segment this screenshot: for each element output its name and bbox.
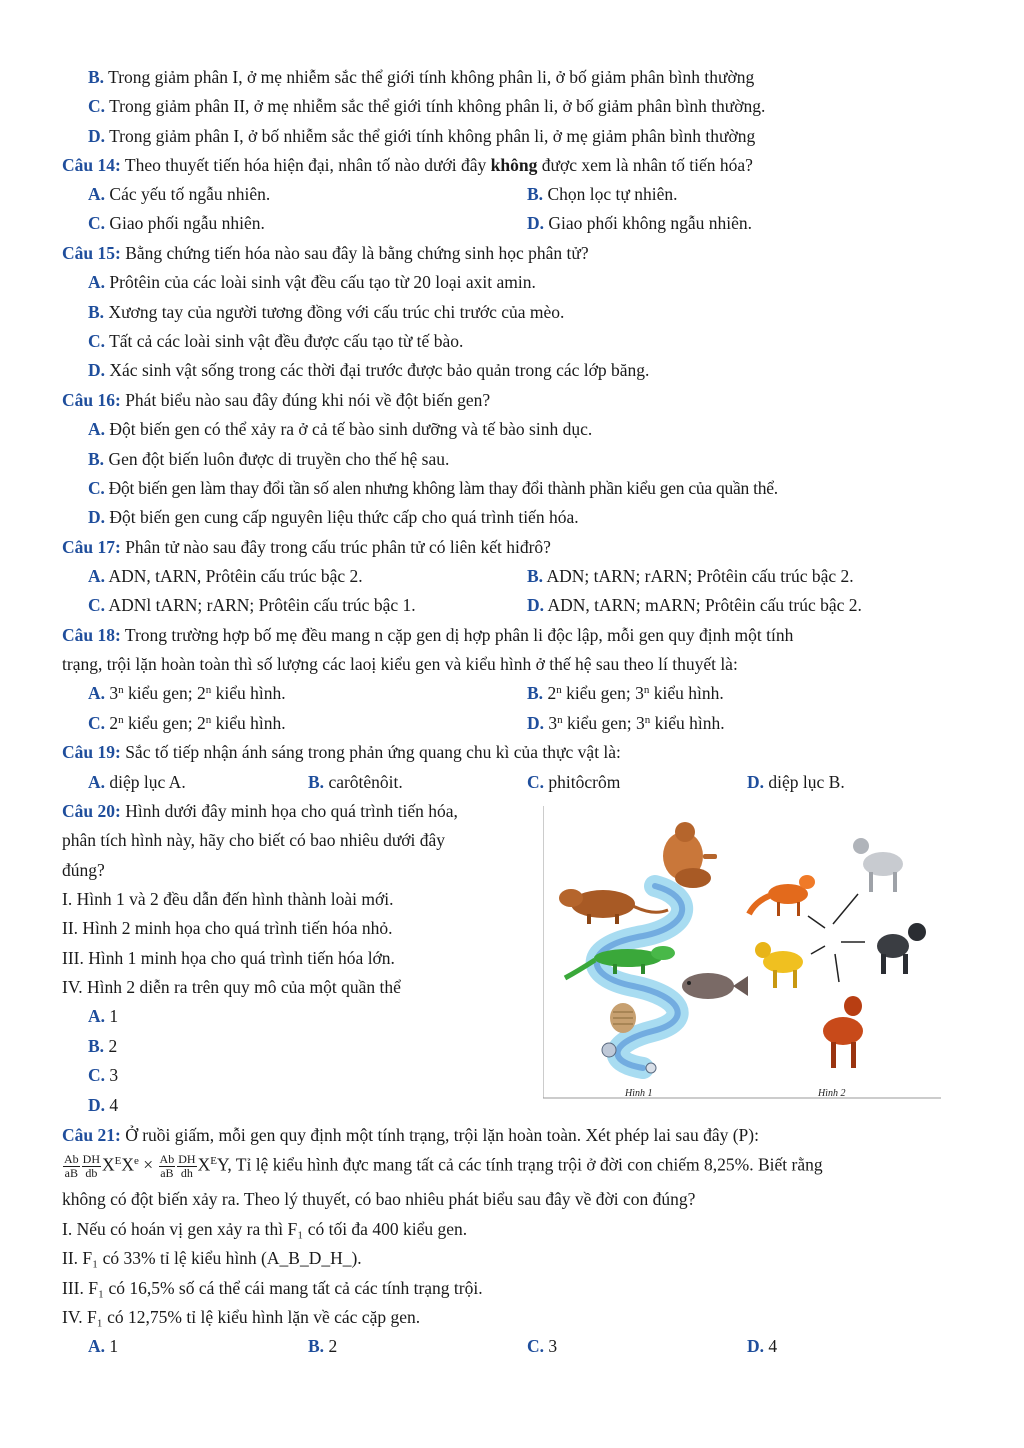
option-label: B. xyxy=(527,683,544,703)
option-label: A. xyxy=(88,419,106,439)
figure-1-caption: Hình 1 xyxy=(625,1088,653,1099)
option-label: C. xyxy=(88,1065,106,1085)
text-fragment: không có đột biến xảy ra. Theo lý thuyết, có bao nhiêu phát biểu sau đây về đời con đúng? xyxy=(62,1189,696,1209)
text-fragment: n xyxy=(557,714,563,726)
text-fragment: 4 xyxy=(109,1095,119,1115)
genotype-fraction-4 xyxy=(177,1153,196,1180)
question-number: Câu 21: xyxy=(62,1125,121,1145)
q18-stem-line1 xyxy=(62,624,793,646)
poodle-icon xyxy=(877,923,926,974)
q21-statement-2 xyxy=(62,1247,362,1269)
figure-2-caption: Hình 2 xyxy=(818,1088,846,1099)
radiation-arrows xyxy=(808,894,865,982)
text-fragment: ADNl tARN; rARN; Prôtêin cấu trúc bậc 1. xyxy=(108,595,416,615)
q17-option-b xyxy=(527,565,854,587)
text-fragment: DH xyxy=(82,1152,101,1166)
grey-wolf-icon xyxy=(853,838,903,892)
text-fragment: ADN; tARN; rARN; Prôtêin cấu trúc bậc 2. xyxy=(546,566,854,586)
text-fragment: kiểu hình. xyxy=(649,683,724,703)
option-label: A. xyxy=(88,1336,106,1356)
text-fragment: II. Hình 2 minh họa cho quá trình tiến hóa nhỏ. xyxy=(62,918,393,938)
text-fragment: Phát biểu nào sau đây đúng khi nói về đột biến gen? xyxy=(125,390,491,410)
text-fragment: carôtênôit. xyxy=(328,772,403,792)
option-label: B. xyxy=(527,184,544,204)
option-label: D. xyxy=(88,1095,106,1115)
option-label: C. xyxy=(88,478,105,498)
text-fragment: I. Nếu có hoán vị gen xảy ra thì F₁ có tối đa 400 kiểu gen. xyxy=(62,1219,468,1239)
q16-option-a xyxy=(88,418,592,440)
q20-statement-3 xyxy=(62,947,395,969)
option-label: D. xyxy=(527,595,545,615)
question-number: Câu 19: xyxy=(62,742,121,762)
text-fragment: diệp lục B. xyxy=(768,772,845,792)
dingo-icon xyxy=(755,942,803,988)
text-fragment: kiểu hình. xyxy=(211,683,286,703)
text-fragment: III. F₁ có 16,5% số cá thể cái mang tất cả các tính trạng trội. xyxy=(62,1278,483,1298)
option-label: C. xyxy=(527,1336,545,1356)
text-fragment: Trong giảm phân I, ở mẹ nhiễm sắc thể giới tính không phân li, ở bố giảm phân bình thường xyxy=(108,67,755,87)
q19-option-c xyxy=(527,771,620,793)
q14-stem xyxy=(62,154,753,176)
text-fragment: Y xyxy=(216,1154,228,1175)
q15-stem xyxy=(62,242,589,264)
option-label: A. xyxy=(88,1006,106,1026)
text-fragment: X xyxy=(102,1154,115,1175)
text-fragment: n xyxy=(205,714,212,726)
question-number: Câu 18: xyxy=(62,625,121,645)
option-label: D. xyxy=(527,213,545,233)
q19-option-b xyxy=(308,771,403,793)
q20-option-c xyxy=(88,1064,118,1086)
text-fragment: n xyxy=(644,714,651,726)
text-fragment: Bằng chứng tiến hóa nào sau đây là bằng chứng sinh học phân tử? xyxy=(125,243,589,263)
q16-option-d xyxy=(88,506,579,528)
red-fox-icon xyxy=(749,875,815,916)
option-label: D. xyxy=(88,360,106,380)
option-label: A. xyxy=(88,566,106,586)
q21-statement-1 xyxy=(62,1218,467,1240)
text-fragment: E xyxy=(210,1155,217,1167)
q21-option-d xyxy=(747,1335,777,1357)
q14-option-b xyxy=(527,183,677,205)
text-fragment: Giao phối ngẫu nhiên. xyxy=(109,213,265,233)
q20-stem-line3 xyxy=(62,859,105,881)
text-fragment: kiểu gen; 2 xyxy=(123,683,206,703)
question-number: Câu 14: xyxy=(62,155,121,175)
evolution-figure-svg xyxy=(543,806,941,1102)
text-fragment: n xyxy=(118,714,124,726)
text-fragment: dh xyxy=(180,1166,193,1180)
text-fragment: Các yếu tố ngẫu nhiên. xyxy=(109,184,271,204)
option-label: C. xyxy=(88,213,106,233)
q19-option-a xyxy=(88,771,186,793)
text-fragment: II. F₁ có 33% tỉ lệ kiểu hình (A_B_D_H_). xyxy=(62,1248,362,1268)
text-fragment: Sắc tố tiếp nhận ánh sáng trong phản ứng quang chu kì của thực vật là: xyxy=(125,742,621,762)
option-label: A. xyxy=(88,772,106,792)
option-label: B. xyxy=(88,449,105,469)
q19-stem xyxy=(62,741,621,763)
text-fragment: đúng? xyxy=(62,860,105,880)
text-fragment: Hình dưới đây minh họa cho quá trình tiến hóa, xyxy=(125,801,458,821)
q18-option-c xyxy=(88,712,286,734)
option-label: C. xyxy=(88,595,106,615)
q20-statement-4 xyxy=(62,976,401,998)
q20-option-b xyxy=(88,1035,117,1057)
q17-option-d xyxy=(527,594,862,616)
q20-statement-1 xyxy=(62,888,393,910)
text-fragment: kiểu hình. xyxy=(211,713,286,733)
option-label: D. xyxy=(747,772,765,792)
text-fragment: Trong giảm phân I, ở bố nhiễm sắc thể giới tính không phân li, ở mẹ giảm phân bình thường xyxy=(109,126,756,146)
text-fragment: Đột biến gen làm thay đổi tần số alen nhưng không làm thay đổi thành phần kiểu gen của quần thể. xyxy=(108,478,778,498)
q16-stem xyxy=(62,389,490,411)
text-fragment: 2 xyxy=(328,1336,338,1356)
question-number: Câu 15: xyxy=(62,243,121,263)
q20-stem-line2 xyxy=(62,829,445,851)
text-fragment: X xyxy=(197,1154,211,1175)
text-fragment: Đột biến gen có thể xảy ra ở cả tế bào sinh dưỡng và tế bào sinh dục. xyxy=(109,419,593,439)
option-label: B. xyxy=(308,1336,325,1356)
option-label: D. xyxy=(747,1336,765,1356)
text-fragment: phân tích hình này, hãy cho biết có bao nhiêu dưới đây xyxy=(62,830,446,850)
text-fragment: DH xyxy=(178,1152,196,1166)
q16-option-c xyxy=(88,477,778,499)
text-fragment: db xyxy=(85,1166,98,1180)
q21-statement-3 xyxy=(62,1277,483,1299)
text-fragment: Đột biến gen cung cấp nguyên liệu thức cấp cho quá trình tiến hóa. xyxy=(109,507,579,527)
text-fragment: 2 xyxy=(547,683,557,703)
text-fragment: × xyxy=(138,1154,158,1175)
text-fragment: ADN, tARN, Prôtêin cấu trúc bậc 2. xyxy=(108,566,363,586)
option-label: C. xyxy=(527,772,545,792)
text-fragment: kiểu gen; 3 xyxy=(562,713,645,733)
option-label: D. xyxy=(527,713,545,733)
text-fragment: n xyxy=(118,684,124,696)
text-fragment: I. Hình 1 và 2 đều dẫn đến hình thành loài mới. xyxy=(62,889,394,909)
text-fragment: Chọn lọc tự nhiên. xyxy=(547,184,678,204)
text-fragment: được xem là nhân tố tiến hóa? xyxy=(541,155,753,175)
q17-option-c xyxy=(88,594,416,616)
cell-icon xyxy=(646,1063,656,1073)
text-fragment: , Tỉ lệ kiểu hình đực mang tất cả các tính trạng trội ở đời con chiếm 8,25%. Biết rằng xyxy=(227,1154,823,1175)
option-label: B. xyxy=(527,566,544,586)
q13-option-c xyxy=(88,95,765,117)
q21-stem-line1 xyxy=(62,1124,759,1146)
text-fragment: Xương tay của người tương đồng với cấu trúc chi trước của mèo. xyxy=(108,302,565,322)
text-fragment: không xyxy=(490,155,538,175)
text-fragment: 3 xyxy=(548,713,558,733)
text-fragment: Trong giảm phân II, ở mẹ nhiễm sắc thể giới tính không phân li, ở bố giảm phân bình thường. xyxy=(109,96,766,116)
option-label: A. xyxy=(88,184,106,204)
q16-option-b xyxy=(88,448,449,470)
ape-icon xyxy=(663,822,717,888)
q18-stem-line2 xyxy=(62,653,738,675)
text-fragment: aB xyxy=(64,1166,78,1180)
text-fragment: X xyxy=(121,1154,135,1175)
coelacanth-icon xyxy=(682,973,748,999)
text-fragment: Ở ruồi giấm, mỗi gen quy định một tính trạng, trội lặn hoàn toàn. Xét phép lai sau đây (P): xyxy=(125,1125,759,1145)
q21-option-a xyxy=(88,1335,118,1357)
text-fragment: IV. F₁ có 12,75% tỉ lệ kiểu hình lặn về các cặp gen. xyxy=(62,1307,421,1327)
figure-1-evolution-path xyxy=(559,822,748,1099)
text-fragment: Phân tử nào sau đây trong cấu trúc phân tử có liên kết hiđrô? xyxy=(125,537,551,557)
small-organism-icon xyxy=(602,1043,616,1057)
text-fragment: aB xyxy=(160,1166,174,1180)
q21-stem-line3 xyxy=(62,1188,695,1210)
figure-2-wolf-radiation xyxy=(749,838,926,1099)
text-fragment: diệp lục A. xyxy=(109,772,186,792)
text-fragment: kiểu gen; 3 xyxy=(561,683,644,703)
text-fragment: E xyxy=(114,1155,122,1167)
q19-option-d xyxy=(747,771,845,793)
text-fragment: phitôcrôm xyxy=(548,772,621,792)
q15-option-c xyxy=(88,330,463,352)
option-label: B. xyxy=(88,67,105,87)
option-label: B. xyxy=(308,772,325,792)
genotype-fraction-3 xyxy=(159,1153,176,1180)
question-number: Câu 20: xyxy=(62,801,121,821)
text-fragment: kiểu hình. xyxy=(650,713,725,733)
text-fragment: IV. Hình 2 diễn ra trên quy mô của một quần thể xyxy=(62,977,401,997)
q15-option-a xyxy=(88,271,536,293)
q21-option-b xyxy=(308,1335,337,1357)
text-fragment: ADN, tARN; mARN; Prôtêin cấu trúc bậc 2. xyxy=(547,595,862,615)
q14-option-c xyxy=(88,212,265,234)
text-fragment: 3 xyxy=(109,1065,119,1085)
text-fragment: trạng, trội lặn hoàn toàn thì số lượng các laoị kiểu gen và kiểu hình ở thế hệ sau theo lí thuyết là: xyxy=(62,654,738,674)
q21-cross-formula xyxy=(62,1153,823,1180)
text-fragment: 2 xyxy=(108,1036,118,1056)
text-fragment: 2 xyxy=(109,713,119,733)
text-fragment: Gen đột biến luôn được di truyền cho thế hệ sau. xyxy=(108,449,450,469)
q17-option-a xyxy=(88,565,363,587)
option-label: D. xyxy=(88,126,106,146)
q21-option-c xyxy=(527,1335,557,1357)
q20-statement-2 xyxy=(62,917,393,939)
q15-option-b xyxy=(88,301,564,323)
text-fragment: n xyxy=(205,684,212,696)
red-wolf-icon xyxy=(823,996,863,1068)
option-label: C. xyxy=(88,331,106,351)
genotype-fraction-2 xyxy=(82,1153,101,1180)
question-number: Câu 16: xyxy=(62,390,121,410)
option-label: A. xyxy=(88,683,106,703)
text-fragment: Ab xyxy=(159,1152,175,1166)
text-fragment: n xyxy=(643,684,650,696)
question-number: Câu 17: xyxy=(62,537,121,557)
text-fragment: III. Hình 1 minh họa cho quá trình tiến hóa lớn. xyxy=(62,948,395,968)
evolution-figure xyxy=(543,806,941,1102)
q21-statement-4 xyxy=(62,1306,420,1328)
text-fragment: 4 xyxy=(768,1336,778,1356)
q15-option-d xyxy=(88,359,649,381)
text-fragment: e xyxy=(134,1155,139,1167)
option-label: A. xyxy=(88,272,106,292)
text-fragment: 3 xyxy=(548,1336,558,1356)
text-fragment: Trong trường hợp bố mẹ đều mang n cặp gen dị hợp phân li độc lập, mỗi gen quy định một tính xyxy=(124,625,794,645)
text-fragment: Prôtêin của các loài sinh vật đều cấu tạo từ 20 loại axit amin. xyxy=(109,272,536,292)
genotype-fraction-1 xyxy=(63,1153,80,1180)
text-fragment: 1 xyxy=(109,1006,119,1026)
option-label: C. xyxy=(88,96,106,116)
q13-option-b xyxy=(88,66,754,88)
text-fragment: n xyxy=(556,684,562,696)
q14-option-a xyxy=(88,183,270,205)
q14-option-d xyxy=(527,212,752,234)
text-fragment: Tất cả các loài sinh vật đều được cấu tạo từ tế bào. xyxy=(109,331,464,351)
text-fragment: Theo thuyết tiến hóa hiện đại, nhân tố nào dưới đây xyxy=(124,155,487,175)
q18-option-a xyxy=(88,682,286,704)
q13-option-d xyxy=(88,125,755,147)
q20-stem-line1 xyxy=(62,800,458,822)
q20-option-a xyxy=(88,1005,118,1027)
q20-option-d xyxy=(88,1094,118,1116)
text-fragment: 1 xyxy=(109,1336,119,1356)
option-label: B. xyxy=(88,302,105,322)
text-fragment: kiểu gen; 2 xyxy=(123,713,206,733)
text-fragment: Ab xyxy=(64,1152,79,1166)
option-label: D. xyxy=(88,507,106,527)
trilobite-icon xyxy=(610,1003,636,1033)
option-label: B. xyxy=(88,1036,105,1056)
q18-option-d xyxy=(527,712,725,734)
text-fragment: Giao phối không ngẫu nhiên. xyxy=(548,213,753,233)
q18-option-b xyxy=(527,682,724,704)
option-label: C. xyxy=(88,713,106,733)
q17-stem xyxy=(62,536,551,558)
text-fragment: 3 xyxy=(109,683,119,703)
text-fragment: Xác sinh vật sống trong các thời đại trước được bảo quản trong các lớp băng. xyxy=(109,360,650,380)
